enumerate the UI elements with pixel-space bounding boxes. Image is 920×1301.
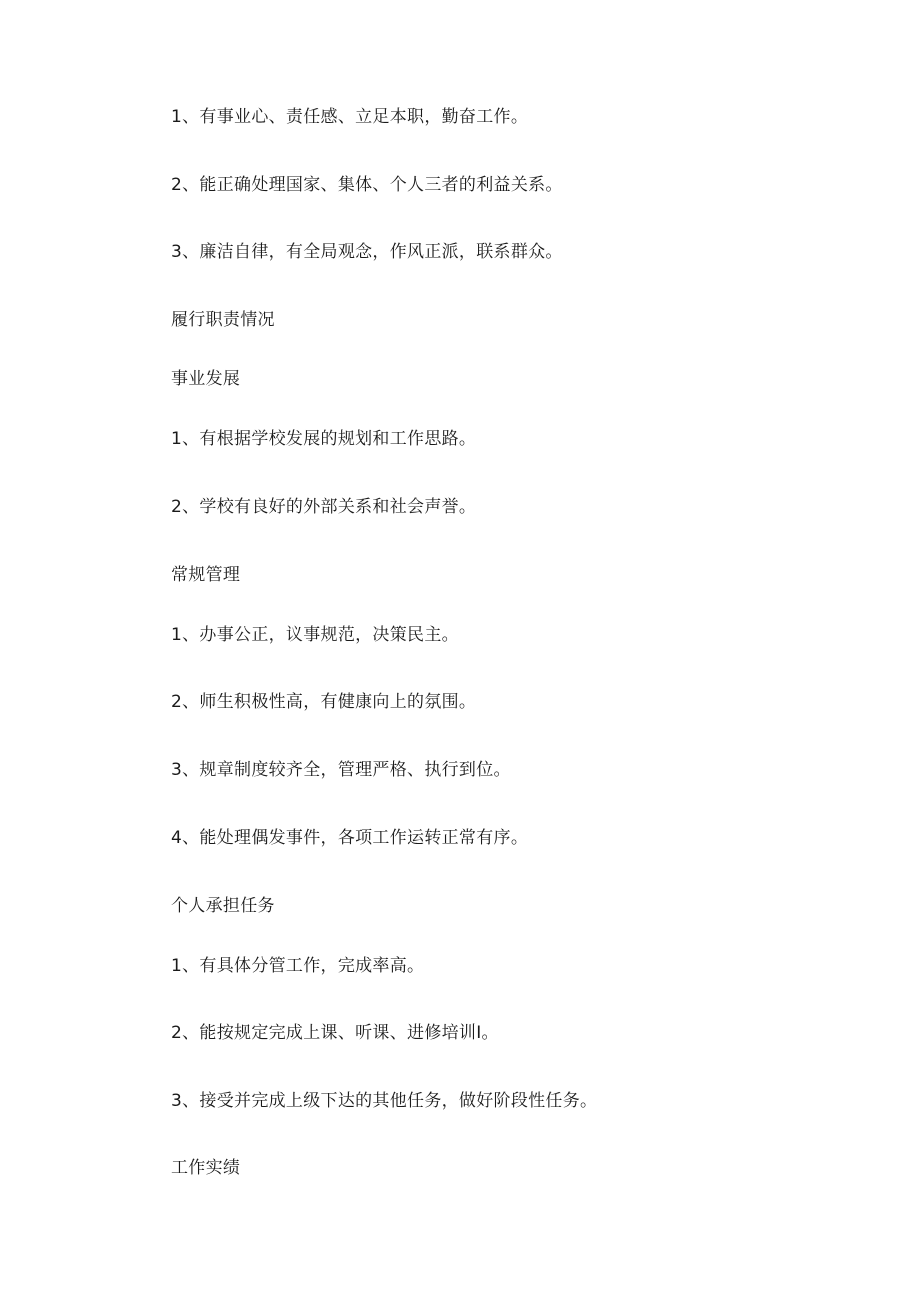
- list-item: 3、接受并完成上级下达的其他任务，做好阶段性任务。: [171, 1091, 598, 1111]
- list-item: 2、能正确处理国家、集体、个人三者的利益关系。: [171, 175, 563, 195]
- list-item: 3、规章制度较齐全，管理严格、执行到位。: [171, 760, 511, 780]
- list-item: 2、师生积极性高，有健康向上的氛围。: [171, 692, 477, 712]
- list-item: 1、办事公正，议事规范，决策民主。: [171, 625, 459, 645]
- list-item: 2、学校有良好的外部关系和社会声誉。: [171, 497, 477, 517]
- section-heading: 常规管理: [171, 565, 241, 585]
- section-heading: 工作实绩: [171, 1158, 241, 1178]
- list-item: 1、有具体分管工作，完成率高。: [171, 956, 425, 976]
- section-heading: 履行职责情况: [171, 310, 275, 330]
- list-item: 4、能处理偶发事件，各项工作运转正常有序。: [171, 828, 529, 848]
- list-item: 2、能按规定完成上课、听课、进修培训I。: [171, 1023, 499, 1043]
- list-item: 3、廉洁自律，有全局观念，作风正派，联系群众。: [171, 242, 563, 262]
- list-item: 1、有事业心、责任感、立足本职，勤奋工作。: [171, 107, 529, 127]
- list-item: 1、有根据学校发展的规划和工作思路。: [171, 429, 477, 449]
- section-heading: 个人承担任务: [171, 896, 275, 916]
- section-heading: 事业发展: [171, 369, 241, 389]
